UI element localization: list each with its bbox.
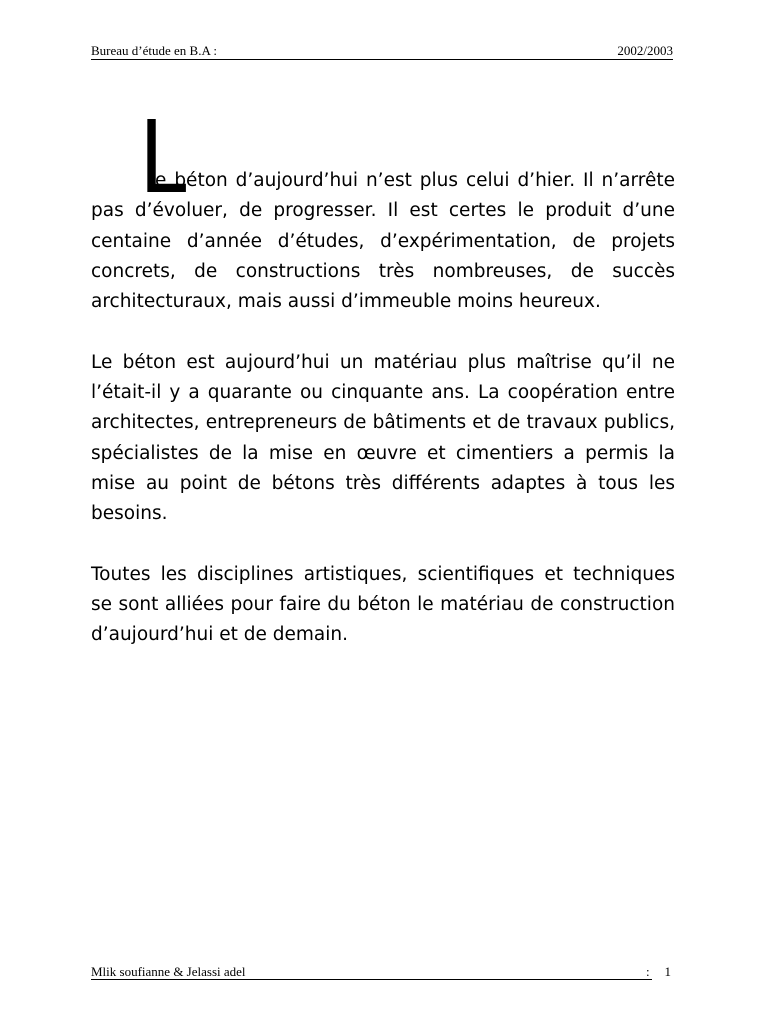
paragraph-1-text: e béton d’aujourd’hui n’est plus celui d’hier. Il n’arrête pas d’évoluer, de progresser. Il est certes le produit d’une centaine d’année d’études, d’expérimentation, de projets concrets, de constructions très nombreuses, de succès architecturaux, mais aussi d’immeuble moins heureux. [91, 170, 675, 313]
page-footer [91, 963, 675, 980]
header-title: Bureau d’étude en B.A : [91, 43, 217, 58]
page-header [91, 42, 673, 60]
page-number: 1 [664, 964, 671, 979]
paragraph-3: Toutes les disciplines artistiques, scientifiques et techniques se sont alliées pour faire du béton le matériau de construction d’aujourd’hui et de demain. [91, 563, 675, 646]
footer-authors: Mlik soufianne & Jelassi adel [91, 964, 246, 979]
document-body [91, 166, 675, 681]
paragraph-2: Le béton est aujourd’hui un matériau plus maîtrise qu’il ne l’était-il y a quarante ou cinquante ans. La coopération entre architectes, entrepreneurs de bâtiments et de travaux publics, spécialistes de la mise en œuvre et cimentiers a permis la mise au point de bétons très différents adaptes à tous les besoins. [91, 351, 675, 525]
footer-rule [91, 979, 652, 980]
drop-cap-letter: L [139, 99, 187, 216]
footer-separator: : [646, 964, 650, 979]
paragraph-1 [91, 166, 675, 317]
header-year: 2002/2003 [617, 43, 673, 58]
